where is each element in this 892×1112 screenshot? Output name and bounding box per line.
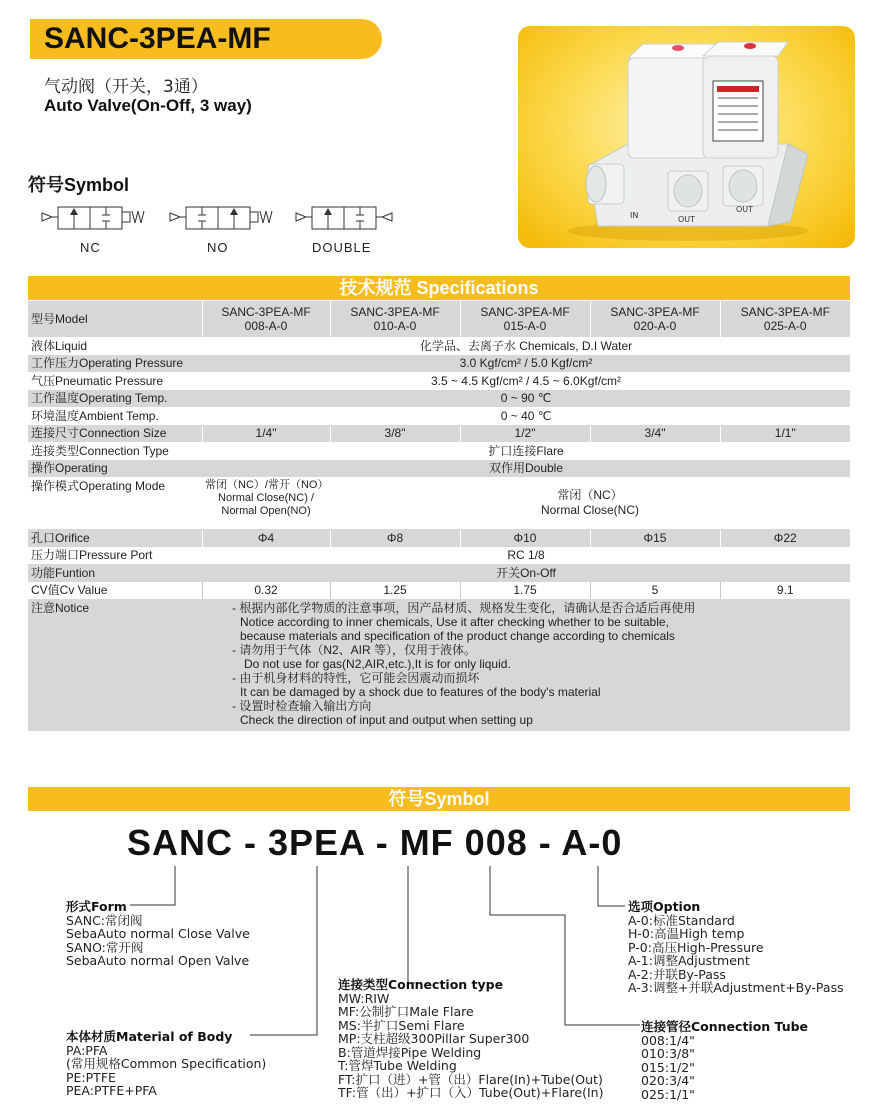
- row-value: 双作用Double: [202, 460, 850, 478]
- orifice-cell: Φ15: [590, 529, 720, 547]
- model-cell: SANC-3PEA-MF 025-A-0: [720, 301, 850, 337]
- ordering-banner: 符号Symbol: [28, 787, 850, 811]
- row-label: CV值Cv Value: [28, 582, 202, 600]
- row-value: RC 1/8: [202, 547, 850, 565]
- row-value: 3.0 Kgf/cm² / 5.0 Kgf/cm²: [202, 355, 850, 373]
- orifice-cell: Φ4: [202, 529, 330, 547]
- row-label: 连接类型Connection Type: [28, 442, 202, 460]
- callout-line-option: [598, 866, 625, 906]
- model-code: SANC - 3PEA - MF 008 - A-0: [127, 822, 623, 863]
- row-label: 连接尺寸Connection Size: [28, 425, 202, 443]
- row-label: 功能Funtion: [28, 564, 202, 582]
- subtitle-chinese: 气动阀（开关，3通）: [44, 77, 208, 97]
- row-label: 孔口Orifice: [28, 529, 202, 547]
- legend-connection-type: 连接类型Connection type MW:RIW MF:公制扩口Male Flare MS:半扩口Semi Flare MP:支柱超级300Pillar Super300 B:管道焊接Pipe Welding T:管焊Tube Welding FT:扩口（进）+管（出）Flare(In)+Tube(Out) TF:管（出）+扩口（入）Tube(Out)+Flare(In): [338, 977, 604, 1100]
- notice-text: - 根据内部化学物质的注意事项，因产品材质、规格发生变化，请确认是否合适后再使用 Notice according to inner chemicals, Use it after checking whether to be suitable, because materials and specification of the product change according to chemicals - 请勿用于气体（N2、AIR 等），仅用于液体。 Do not use for gas(N2,AIR,etc.),It is for only liquid. - 由于机身材料的特性，它可能会因震动而损坏 It can be damaged by a shock due to features of the body's material - 设置时检查输入输出方向 Check the direction of input and output when setting up: [202, 599, 850, 731]
- model-cell: SANC-3PEA-MF 010-A-0: [330, 301, 460, 337]
- row-label: 工作压力Operating Pressure: [28, 355, 202, 373]
- legend-option: 选项Option A-0:标准Standard H-0:高温High temp P-0:高压High-Pressure A-1:调整Adjustment A-2:并联By-Pass A-3:调整+并联Adjustment+By-Pass: [628, 899, 844, 995]
- subtitle-english: Auto Valve(On-Off, 3 way): [44, 96, 252, 115]
- size-cell: 3/4": [590, 425, 720, 443]
- size-cell: 1/4": [202, 425, 330, 443]
- port-label-out: OUT: [678, 215, 696, 224]
- row-value: 开关On-Off: [202, 564, 850, 582]
- row-label: 压力端口Pressure Port: [28, 547, 202, 565]
- port-label-out: OUT: [736, 205, 754, 214]
- row-value: 扩口连接Flare: [202, 442, 850, 460]
- cv-cell: 5: [590, 582, 720, 600]
- legend-connection-tube: 连接管径Connection Tube 008:1/4" 010:3/8" 015:1/2" 020:3/4" 025:1/1": [641, 1019, 809, 1102]
- row-label: 型号Model: [28, 301, 202, 337]
- legend-form: 形式Form SANC:常闭阀 SebaAuto normal Close Valve SANO:常开阀 SebaAuto normal Open Valve: [66, 899, 250, 968]
- row-label: 环境温度Ambient Temp.: [28, 407, 202, 425]
- row-label: 操作Operating: [28, 460, 202, 478]
- size-cell: 3/8": [330, 425, 460, 443]
- row-label: 工作温度Operating Temp.: [28, 390, 202, 408]
- row-label: 气压Pneumatic Pressure: [28, 372, 202, 390]
- model-cell: SANC-3PEA-MF 020-A-0: [590, 301, 720, 337]
- row-label: 注意Notice: [28, 599, 202, 731]
- cv-cell: 0.32: [202, 582, 330, 600]
- orifice-cell: Φ22: [720, 529, 850, 547]
- size-cell: 1/2": [460, 425, 590, 443]
- model-cell: SANC-3PEA-MF 008-A-0: [202, 301, 330, 337]
- row-value: 常闭（NC） Normal Close(NC): [330, 477, 850, 529]
- symbol-heading: 符号Symbol: [28, 175, 130, 195]
- symbol-label-nc: NC: [80, 240, 101, 255]
- row-value: 0 ~ 40 ℃: [202, 407, 850, 425]
- row-value: 化学品、去离子水 Chemicals, D.I Water: [202, 337, 850, 355]
- row-label: 液体Liquid: [28, 337, 202, 355]
- size-cell: 1/1": [720, 425, 850, 443]
- row-value: 常闭（NC）/常开（NO） Normal Close(NC) / Normal Open(NO): [202, 477, 330, 529]
- page-title: SANC-3PEA-MF: [30, 19, 382, 59]
- orifice-cell: Φ10: [460, 529, 590, 547]
- model-cell: SANC-3PEA-MF 015-A-0: [460, 301, 590, 337]
- row-label: 操作模式Operating Mode: [28, 477, 202, 529]
- symbol-label-double: DOUBLE: [312, 240, 372, 255]
- legend-material: 本体材质Material of Body PA:PFA (常用规格Common Specification) PE:PTFE PEA:PTFE+PFA: [66, 1029, 267, 1098]
- row-value: 3.5 ~ 4.5 Kgf/cm² / 4.5 ~ 6.0Kgf/cm²: [202, 372, 850, 390]
- row-value: 0 ~ 90 ℃: [202, 390, 850, 408]
- orifice-cell: Φ8: [330, 529, 460, 547]
- symbol-label-no: NO: [207, 240, 229, 255]
- cv-cell: 1.75: [460, 582, 590, 600]
- callout-line-connection-type: [408, 866, 415, 983]
- callout-line-material: [250, 866, 317, 1035]
- cv-cell: 9.1: [720, 582, 850, 600]
- spec-banner: 技术规范 Specifications: [28, 276, 850, 300]
- cv-cell: 1.25: [330, 582, 460, 600]
- port-label-in: IN: [630, 211, 639, 220]
